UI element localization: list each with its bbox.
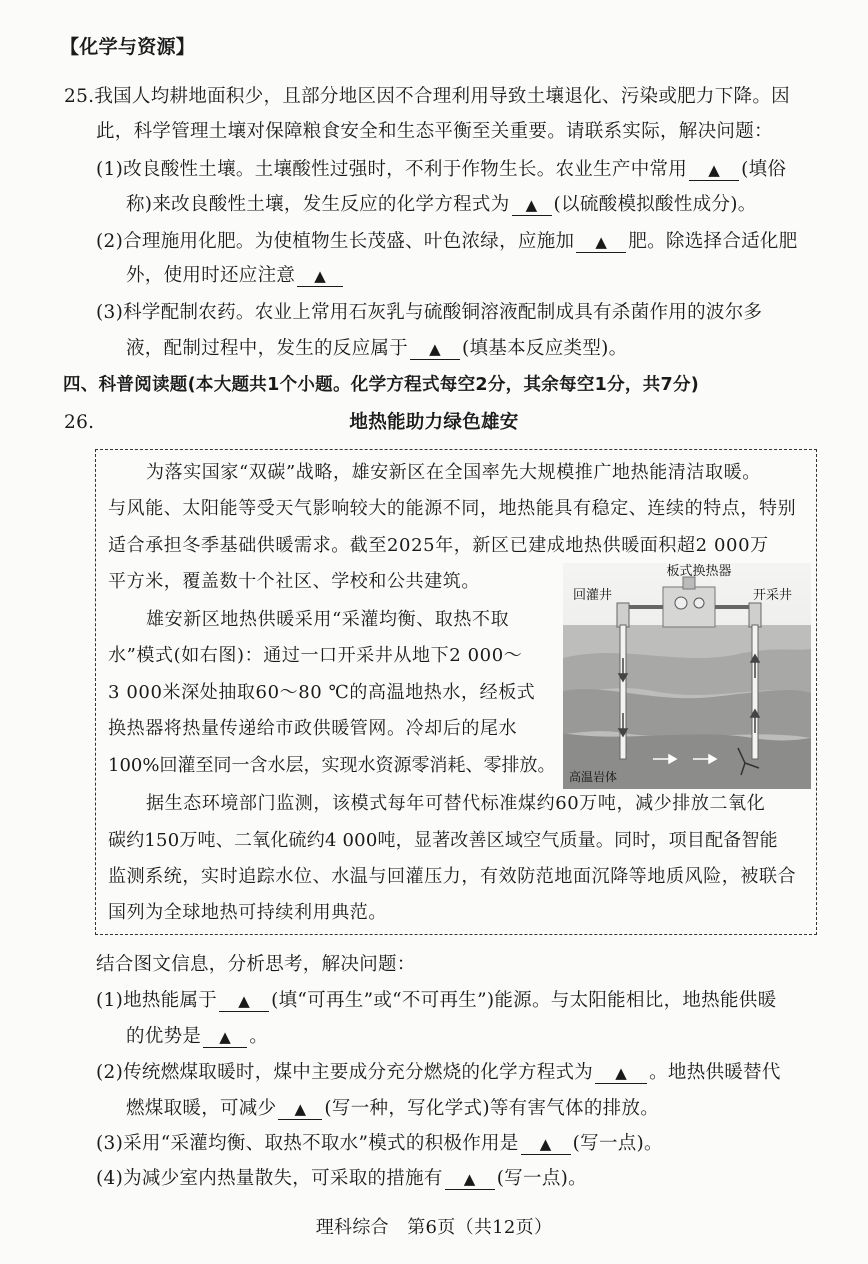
- passage-line: 碳约150万吨、二氧化硫约4 000吨，显著改善区域空气质量。同时，项目配备智能: [108, 830, 778, 851]
- label-reinject: 回灌井: [573, 588, 613, 603]
- q25-part3-line2: 液，配制过程中，发生的反应属于 ▲ (填基本反应类型)。: [126, 338, 628, 359]
- answer-blank[interactable]: ▲: [297, 266, 343, 287]
- reinject-well: [620, 625, 626, 759]
- label-rock: 高温岩体: [569, 770, 618, 784]
- passage-line: 为落实国家“双碳”战略，雄安新区在全国率先大规模推广地热能清洁取暖。: [146, 462, 761, 483]
- q25-part1-line2: 称)来改良酸性土壤，发生反应的化学方程式为 ▲ (以硫酸模拟酸性成分)。: [126, 194, 757, 215]
- page-footer: 理科综合 第6页（共12页）: [315, 1217, 553, 1238]
- answer-blank[interactable]: ▲: [278, 1099, 322, 1120]
- answer-blank[interactable]: ▲: [410, 339, 460, 360]
- passage-line: 水”模式(如右图)：通过一口开采井从地下2 000～: [108, 645, 523, 666]
- answer-blank[interactable]: ▲: [203, 1027, 247, 1048]
- q26-sub2-line1: (2)传统燃煤取暖时，煤中主要成分充分燃烧的化学方程式为 ▲ 。地热供暖替代: [96, 1062, 781, 1083]
- label-exchanger: 板式换热器: [666, 564, 732, 579]
- answer-blank[interactable]: ▲: [219, 991, 269, 1012]
- q26-sub2-line2: 燃煤取暖，可减少 ▲ (写一种，写化学式)等有害气体的排放。: [126, 1098, 660, 1119]
- q26-prompt: 结合图文信息，分析思考，解决问题：: [96, 954, 416, 975]
- answer-blank[interactable]: ▲: [521, 1134, 571, 1155]
- passage-line: 100%回灌至同一含水层，实现水资源零消耗、零排放。: [108, 755, 556, 776]
- passage-line: 与风能、太阳能等受天气影响较大的能源不同，地热能具有稳定、连续的特点，特别: [108, 498, 797, 519]
- passage-line: 平方米，覆盖数十个社区、学校和公共建筑。: [108, 571, 480, 592]
- answer-blank[interactable]: ▲: [445, 1169, 495, 1190]
- extract-well: [752, 625, 758, 759]
- answer-blank[interactable]: ▲: [689, 160, 739, 181]
- q25-part2-line2: 外，使用时还应注意 ▲: [126, 263, 345, 289]
- q26-sub1-line1: (1)地热能属于 ▲ (填“可再生”或“不可再生”)能源。与太阳能相比，地热能供暖: [96, 990, 777, 1011]
- answer-blank[interactable]: ▲: [512, 195, 552, 216]
- passage-line: 据生态环境部门监测，该模式每年可替代标准煤约60万吨，减少排放二氧化: [146, 793, 766, 814]
- q26-number: 26.: [64, 412, 95, 433]
- q26-sub4: (4)为减少室内热量散失，可采取的措施有 ▲ (写一点)。: [96, 1168, 587, 1189]
- passage-line: 监测系统，实时追踪水位、水温与回灌压力，有效防范地面沉降等地质风险，被联合: [108, 866, 797, 887]
- label-extract: 开采井: [753, 588, 793, 603]
- passage-line: 3 000米深处抽取60～80 ℃的高温地热水，经板式: [108, 682, 536, 703]
- geothermal-diagram: [563, 563, 811, 789]
- passage-line: 国列为全球地热可持续利用典范。: [108, 902, 387, 923]
- passage-line: 雄安新区地热供暖采用“采灌均衡、取热不取: [146, 609, 510, 630]
- reinject-wellhead: [617, 603, 629, 627]
- extract-wellhead: [749, 603, 761, 627]
- answer-blank[interactable]: ▲: [595, 1063, 647, 1084]
- q25-stem-line1: 25.我国人均耕地面积少，且部分地区因不合理利用导致土壤退化、污染或肥力下降。因: [64, 86, 790, 107]
- q26-sub3: (3)采用“采灌均衡、取热不取水”模式的积极作用是 ▲ (写一点)。: [96, 1133, 663, 1154]
- section-tag: 【化学与资源】: [60, 36, 196, 58]
- answer-blank[interactable]: ▲: [576, 232, 626, 253]
- q25-part2-line1: (2)合理施用化肥。为使植物生长茂盛、叶色浓绿，应施加 ▲ 肥。除选择合适化肥: [96, 231, 798, 252]
- q26-title: 地热能助力绿色雄安: [349, 412, 519, 433]
- passage-line: 换热器将热量传递给市政供暖管网。冷却后的尾水: [108, 718, 518, 739]
- q25-part1-line1: (1)改良酸性土壤。土壤酸性过强时，不利于作物生长。农业生产中常用 ▲ (填俗: [96, 159, 787, 180]
- q26-sub1-line2: 的优势是 ▲ 。: [126, 1026, 269, 1047]
- heat-exchanger-building: [663, 587, 715, 627]
- q25-stem-line2: 此，科学管理土壤对保障粮食安全和生态平衡至关重要。请联系实际，解决问题：: [96, 121, 773, 142]
- section4-heading: 四、科普阅读题(本大题共1个小题。化学方程式每空2分，其余每空1分，共7分): [63, 375, 700, 395]
- gauge-icon: [694, 598, 704, 608]
- passage-line: 适合承担冬季基础供暖需求。截至2025年，新区已建成地热供暖面积超2 000万: [108, 535, 769, 556]
- pump-icon: [675, 597, 687, 609]
- q25-part3-line1: (3)科学配制农药。农业上常用石灰乳与硫酸铜溶液配制成具有杀菌作用的波尔多: [96, 302, 763, 323]
